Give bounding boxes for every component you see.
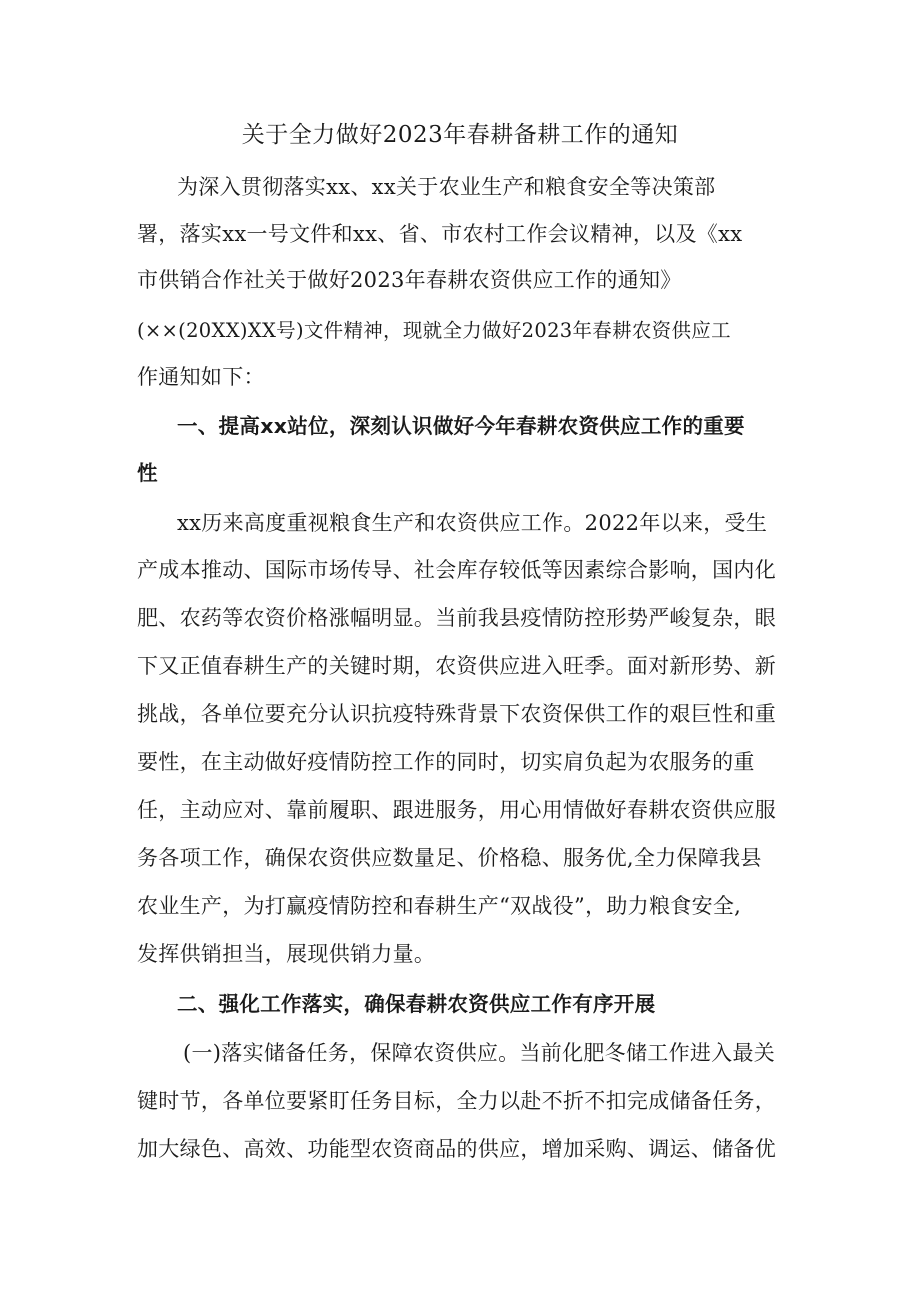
paragraph-line: 加大绿色、高效、功能型农资商品的供应，增加采购、调运、储备优 [137, 1137, 776, 1161]
paragraph-line: 键时节，各单位要紧盯任务目标，全力以赴不折不扣完成储备任务， [137, 1089, 776, 1113]
paragraph-line: 市供销合作社关于做好2023年春耕农资供应工作的通知》 [137, 268, 682, 292]
paragraph-line: 为深入贯彻落实xx、xx关于农业生产和粮食安全等决策部 [177, 175, 716, 199]
paragraph-line: 署，落实xx一号文件和xx、省、市农村工作会议精神，以及《xx [137, 222, 743, 246]
paragraph-line: 农业生产，为打赢疫情防控和春耕生产“双战役”，助力粮食安全, [137, 894, 742, 918]
paragraph-line: 肥、农药等农资价格涨幅明显。当前我县疫情防控形势严峻复杂，眼 [137, 606, 776, 630]
paragraph-line: 下又正值春耕生产的关键时期，农资供应进入旺季。面对新形势、新 [137, 654, 776, 678]
paragraph-line: 任，主动应对、靠前履职、跟进服务，用心用情做好春耕农资供应服 [137, 798, 776, 822]
paragraph-line: 作通知如下： [137, 365, 265, 389]
paragraph-line: (××(20XX)XX号)文件精神，现就全力做好2023年春耕农资供应工 [137, 319, 731, 342]
paragraph-line: 发挥供销担当，展现供销力量。 [137, 942, 436, 966]
paragraph-line: 务各项工作，确保农资供应数量足、价格稳、服务优,全力保障我县 [137, 846, 762, 870]
section-heading-2: 二、强化工作落实，确保春耕农资供应工作有序开展 [177, 992, 656, 1016]
paragraph-line: (一)落实储备任务，保障农资供应。当前化肥冬储工作进入最关 [183, 1041, 776, 1065]
section-heading-1-cont: 性 [137, 461, 158, 485]
paragraph-line: 挑战，各单位要充分认识抗疫特殊背景下农资保供工作的艰巨性和重 [137, 702, 776, 726]
paragraph-line: 要性，在主动做好疫情防控工作的同时，切实肩负起为农服务的重 [137, 750, 755, 774]
paragraph-line: xx历来高度重视粮食生产和农资供应工作。2022年以来，受生 [177, 511, 768, 535]
section-heading-1: 一、提高xx站位，深刻认识做好今年春耕农资供应工作的重要 [177, 414, 745, 438]
paragraph-line: 产成本推动、国际市场传导、社会库存较低等因素综合影响，国内化 [137, 558, 776, 582]
document-title: 关于全力做好2023年春耕备耕工作的通知 [241, 122, 679, 148]
